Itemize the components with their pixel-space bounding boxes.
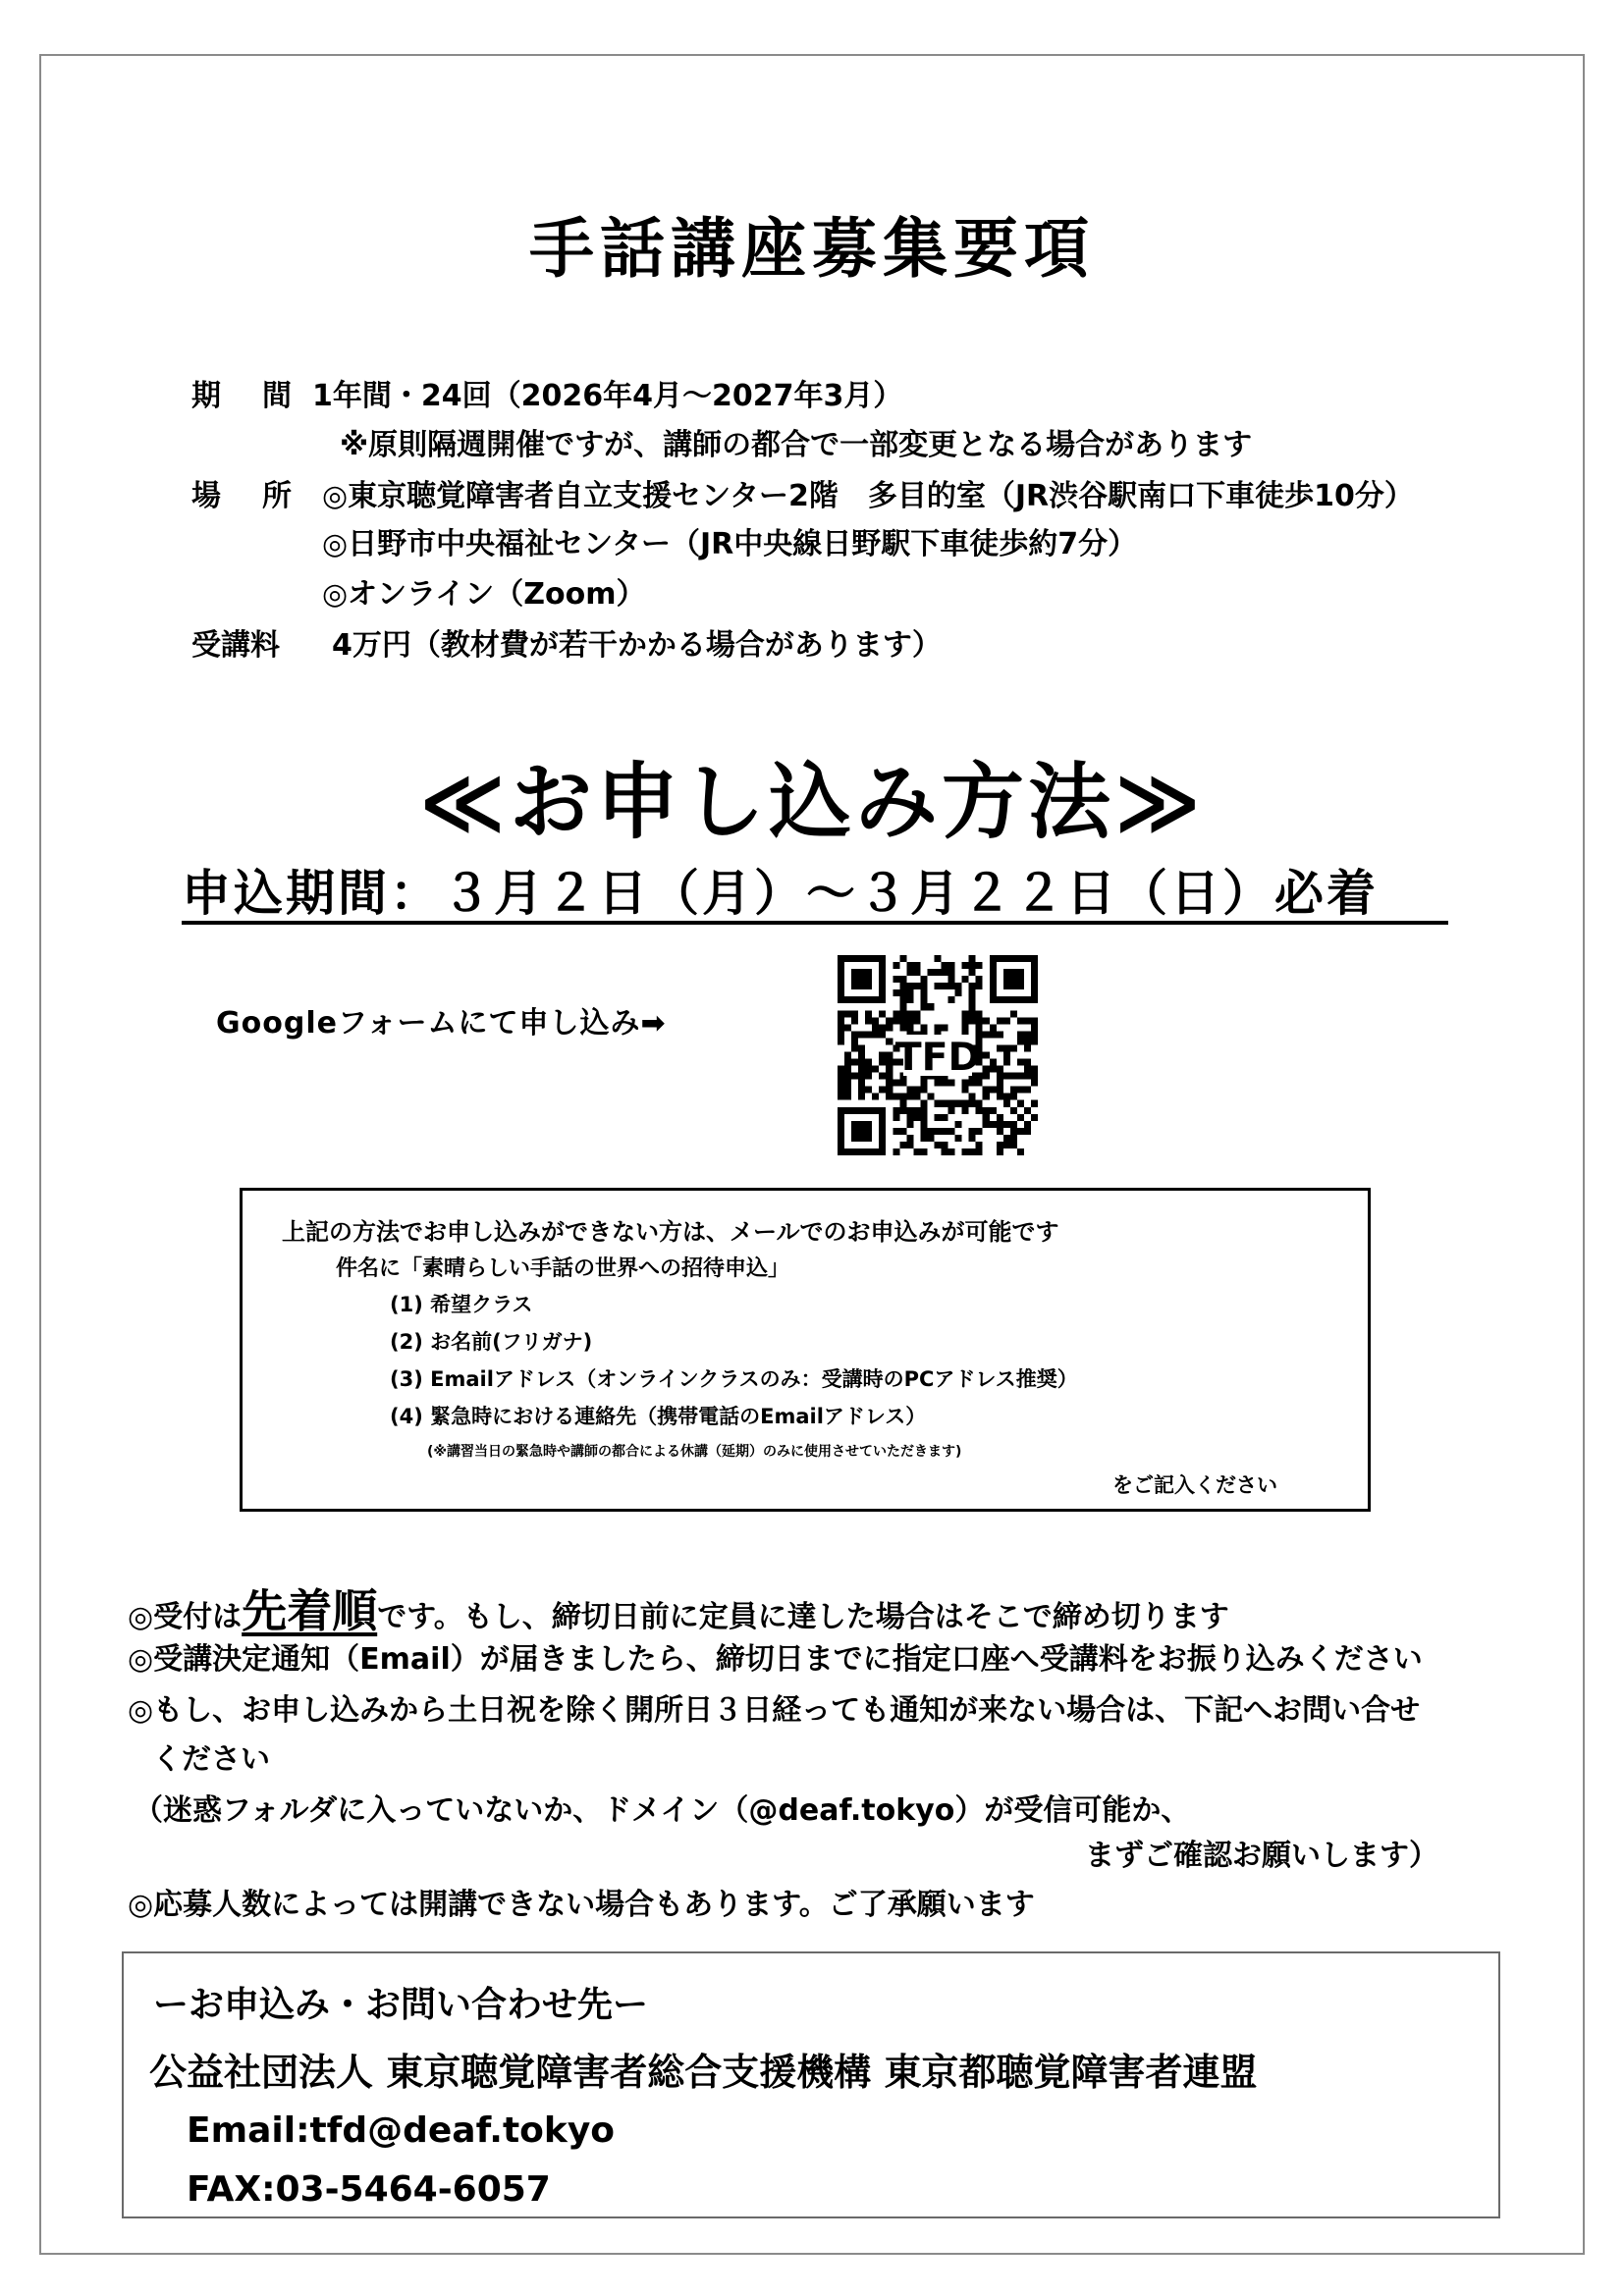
mail-item: (2) お名前(フリガナ) <box>390 1330 593 1354</box>
period-label: 期 間 <box>191 379 298 413</box>
note-capacity: ◎応募人数によっては開講できない場合もあります。ご了承願います <box>128 1888 1035 1922</box>
place-item: ◎オンライン（Zoom） <box>322 577 646 612</box>
mail-intro: 上記の方法でお申し込みができない方は、メールでのお申込みが可能です <box>282 1218 1059 1246</box>
method-title: ≪お申し込み方法≫ <box>419 754 1205 850</box>
mail-item: (1) 希望クラス <box>390 1293 533 1316</box>
place-label: 場 所 <box>191 479 298 513</box>
note-payment: ◎受講決定通知（Email）が届きましたら、締切日までに指定口座へ受講料をお振り込みください <box>128 1642 1423 1677</box>
fee-value: 4万円（教材費が若干かかる場合があります） <box>332 628 942 663</box>
apply-period: 申込期間：３月２日（月）～３月２２日（日）必着 <box>182 865 1379 922</box>
mail-closing: をご記入ください <box>1112 1473 1277 1497</box>
apply-period-underline <box>182 921 1448 925</box>
contact-fax: FAX:03-5464-6057 <box>187 2169 551 2210</box>
place-item: ◎日野市中央福祉センター（JR中央線日野駅下車徒歩約7分） <box>322 527 1138 561</box>
mail-small-note: (※講習当日の緊急時や講師の都合による休講（延期）のみに使用させていただきます) <box>427 1444 962 1460</box>
page-title: 手話講座募集要項 <box>529 211 1095 287</box>
note-no-notice-cont: ください <box>152 1742 270 1777</box>
note-no-notice: ◎もし、お申し込みから土日祝を除く開所日３日経っても通知が来ない場合は、下記へお問い合せ <box>128 1693 1421 1728</box>
google-form-text: Googleフォームにて申し込み➡ <box>216 1006 667 1041</box>
fee-label: 受講料 <box>191 628 280 663</box>
place-item: ◎東京聴覚障害者自立支援センター2階 多目的室（JR渋谷駅南口下車徒歩10分） <box>322 479 1414 513</box>
contact-box <box>122 1951 1500 2218</box>
note-spam-cont: まずご確認お願いします） <box>1085 1839 1438 1873</box>
first-come-emphasis: 先着順 <box>242 1584 378 1637</box>
period-value: 1年間・24回（2026年4月～2027年3月） <box>312 379 903 413</box>
contact-heading: ーお申込み・お問い合わせ先ー <box>153 1985 649 2025</box>
mail-subject: 件名に「素晴らしい手話の世界への招待申込」 <box>336 1256 790 1281</box>
period-note: ※原則隔週開催ですが、講師の都合で一部変更となる場合があります <box>340 428 1253 462</box>
contact-org: 公益社団法人 東京聴覚障害者総合支援機構 東京都聴覚障害者連盟 <box>149 2051 1258 2094</box>
qr-code-icon[interactable] <box>838 955 1038 1155</box>
email-application-box <box>240 1188 1371 1512</box>
mail-item: (3) Emailアドレス（オンラインクラスのみ：受講時のPCアドレス推奨） <box>390 1367 1078 1391</box>
qr-center-label: TFD <box>894 1034 981 1080</box>
contact-email[interactable]: Email:tfd@deaf.tokyo <box>187 2110 616 2151</box>
note-first-come: ◎受付は先着順です。もし、締切日前に定員に達した場合はそこで締め切ります <box>128 1584 1229 1637</box>
mail-item: (4) 緊急時における連絡先（携帯電話のEmailアドレス） <box>390 1405 927 1428</box>
note-spam: （迷惑フォルダに入っていないか、ドメイン（@deaf.tokyo）が受信可能か、 <box>134 1793 1191 1828</box>
